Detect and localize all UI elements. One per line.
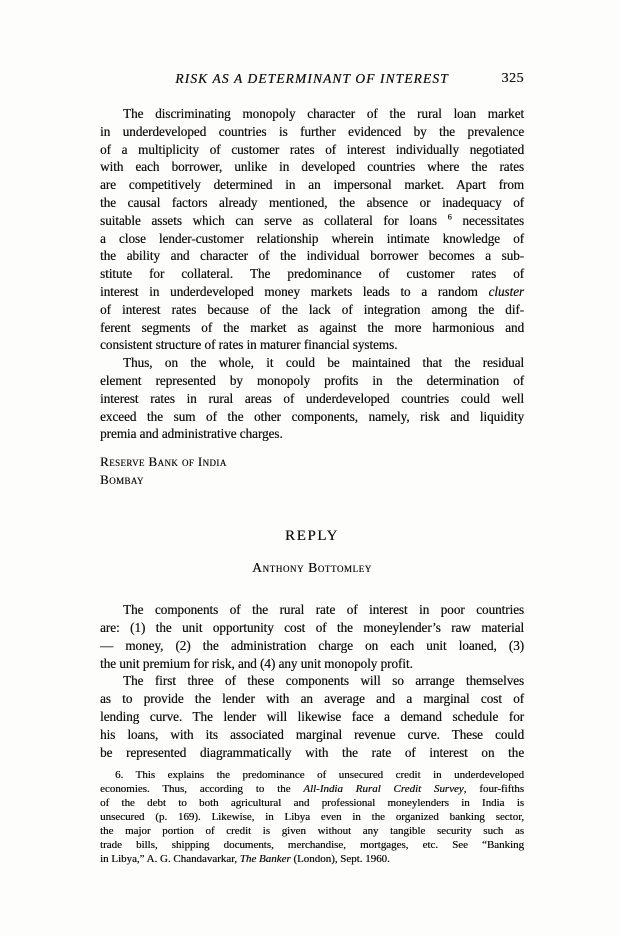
- text-line: interest in underdeveloped money markets leads to a random cluster: [100, 283, 524, 299]
- text-line: in Libya,” A. G. Chandavarkar, The Banker (London), Sept. 1960.: [100, 853, 390, 866]
- footnote: [100, 768, 524, 866]
- text-line: the causal factors already mentioned, the absence or inadequacy of: [100, 194, 524, 210]
- running-title: RISK AS A DETERMINANT OF INTEREST: [175, 71, 449, 86]
- text-line: in underdeveloped countries is further evidenced by the prevalence: [100, 123, 524, 139]
- text-line: — money, (2) the administration charge on each unit loaned, (3): [100, 637, 524, 653]
- text-line: Thus, on the whole, it could be maintained that the residual: [123, 355, 524, 371]
- text-line: 6. This explains the predominance of unsecured credit in underdeveloped: [115, 769, 524, 782]
- text-line: of interest rates because of the lack of integration among the dif-: [100, 301, 524, 317]
- signature-location: Bombay: [100, 471, 144, 487]
- text-line: the ability and character of the individual borrower becomes a sub-: [100, 248, 524, 264]
- reply-section: [100, 527, 524, 761]
- page-number: 325: [501, 71, 524, 86]
- signature-block: [100, 453, 524, 488]
- text-line: ferent segments of the market as against the more harmonious and: [100, 319, 524, 335]
- text-line: The components of the rural rate of interest in poor countries: [123, 602, 524, 618]
- reply-author: Anthony Bottomley: [252, 560, 372, 576]
- text-line: economies. Thus, according to the All-India Rural Credit Survey, four-fifths: [100, 783, 524, 796]
- reply-heading: REPLY: [284, 528, 339, 545]
- text-line: the unit premium for risk, and (4) any unit monopoly profit.: [100, 655, 413, 671]
- reply-paragraph-1: [100, 601, 524, 672]
- text-line: are: (1) the unit opportunity cost of the moneylender’s raw material: [100, 619, 524, 635]
- text-line: element represented by monopoly profits in the determination of: [100, 372, 524, 388]
- text-line: interest rates in rural areas of underdeveloped countries could well: [100, 390, 524, 406]
- text-line: his loans, with its associated marginal revenue curve. These could: [100, 726, 524, 742]
- text-line: are competitively determined in an impersonal market. Apart from: [100, 177, 524, 193]
- text-line: The discriminating monopoly character of the rural loan market: [123, 106, 524, 121]
- page-header: [100, 70, 524, 88]
- text-line: of a multiplicity of customer rates of interest individually negotiated: [100, 141, 524, 157]
- text-line: The first three of these components will so arrange themselves: [123, 673, 524, 689]
- text-line: as to provide the lender with an average and a marginal cost of: [100, 691, 524, 707]
- text-line: premia and administrative charges.: [100, 426, 283, 442]
- text-line: trade bills, shipping documents, merchandise, mortgages, etc. See “Banking: [100, 839, 524, 852]
- signature-institution: Reserve Bank of India: [100, 454, 227, 470]
- text-line: be represented diagrammatically with the rate of interest on the: [100, 744, 524, 760]
- comment-paragraph-2: [100, 354, 524, 443]
- text-line: stitute for collateral. The predominance of customer rates of: [100, 266, 524, 282]
- text-line: consistent structure of rates in maturer financial systems.: [100, 337, 398, 353]
- reply-body: [100, 601, 524, 761]
- comment-paragraph-1: [100, 105, 524, 354]
- text-line: with each borrower, unlike in developed countries where the rates: [100, 159, 524, 175]
- reply-paragraph-2: [100, 672, 524, 761]
- text-line: lending curve. The lender will likewise face a demand schedule for: [100, 708, 524, 724]
- text-line: unsecured (p. 169). Likewise, in Libya even in the organized banking sector,: [100, 811, 524, 824]
- text-line: a close lender-customer relationship wherein intimate knowledge of: [100, 230, 524, 246]
- text-line: exceed the sum of the other components, namely, risk and liquidity: [100, 408, 524, 424]
- text-line: suitable assets which can serve as collateral for loans $^6$ necessitates: [100, 212, 524, 228]
- text-line: of the debt to both agricultural and professional moneylenders in India is: [100, 797, 524, 810]
- comment-section: [100, 105, 524, 488]
- text-line: the major portion of credit is given without any tangible security such as: [100, 825, 524, 838]
